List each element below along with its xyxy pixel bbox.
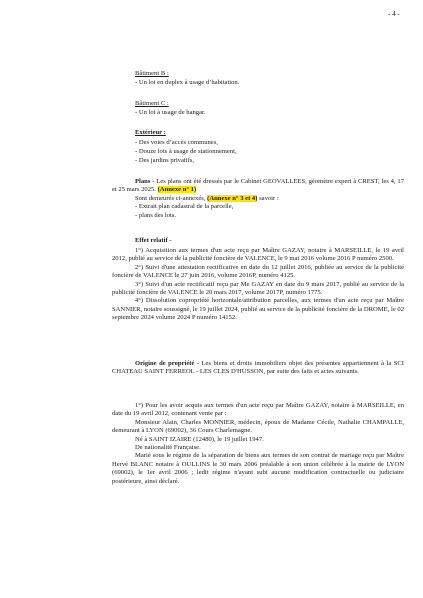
origine-details: [112, 402, 404, 486]
effet-relatif-paragraph: 2°) Suivi d'une attestation rectificative en date du 12 juillet 2016, publiée au service de la publicité foncière de VALENCE le 27 juin 2016, volume 2016P, numéro 4125.: [112, 263, 404, 280]
effet-relatif-paragraph: 1°) Acquisition aux termes d'un acte reçu par Maître GAZAY, notaire à MARSEILLE, le 19 avril 2012, publié au service de la publicité foncière de VALENCE, le 9 mai 2016 volume 2016 P numéro 2500.: [112, 247, 404, 263]
exterieur-heading: Extérieur :: [135, 129, 166, 136]
plans-section: [112, 178, 404, 220]
plans-item: - Extrait plan cadastral de la parcelle,: [135, 203, 234, 211]
effet-relatif-heading: Effet relatif -: [135, 237, 172, 244]
plans-text: - Les plans ont été dressés par le Cabinet GEOVALLEES, géomètre expert à CREST, les 4, 17 et 25 mars 2025.: [112, 178, 404, 194]
effet-relatif-paragraph: 4°) Dissolution copropriété horizontale/attribution parcelles, aux termes d'un acte reçu par Maître SANNIER, notaire soussigné, le 19 juillet 2024, publié au service de la publicité foncière de la DROME, le 02 septembre 2024 volume 2024 P numéro 14152.: [112, 297, 404, 322]
exterieur-item: - Douze lots à usage de stationnement,: [135, 148, 237, 155]
plans-item: - plans des lots.: [135, 211, 177, 219]
exterieur-item: - Des jardins privatifs,: [135, 157, 194, 164]
origine-paragraph: Monsieur Alain, Charles MONNIER, médecin, époux de Madame Cécile, Nathalie CHAMPALLE, demeurant à LYON (69002), 36 Cours Charlemagne.: [112, 418, 404, 435]
origine-paragraph: Marié sous le régime de la séparation de biens aux termes de son contrat de mariage reçu par Maître Hervé BLANC notaire à OULLINS le 30 mars 2006 préalable à son union célébrée à la mairie de LYON (69002), le 1er avril 2006 ; ledit régime n'ayant subi aucune modification contractuelle ou judiciaire postérieure, ainsi déclaré.: [112, 452, 404, 485]
effet-relatif-paragraph: 3°) Suivi d'un acte rectificatif reçu par Me GAZAY en date du 9 mars 2017, publié au service de la publicité foncière de VALENCE le 20 mars 2017, volume 2017P, numéro 1775.: [112, 280, 404, 297]
origine-label: Origine de propriété: [135, 360, 195, 367]
origine-text: - Les biens et droits immobiliers objet des présentes appartiennent à la SCI CHATEAU SAINT FERREOL - LES CLES D'HUSSON, par suite des faits et actes suivants.: [112, 360, 404, 376]
annex-3-4-highlight: (Annexe n° 3 et 4): [207, 194, 258, 202]
page-number: - 4 -: [388, 10, 400, 18]
origine-section: [112, 360, 404, 377]
origine-paragraph: Né à SAINT IZAIRE (12480), le 19 juillet 1947.: [135, 435, 264, 443]
batiment-c-item: - Un lot à usage de hangar.: [135, 109, 206, 116]
origine-paragraph: De nationalité Française.: [135, 444, 201, 452]
batiment-c-heading: Bâtiment C :: [135, 100, 169, 107]
plans-label: Plans: [135, 178, 151, 185]
origine-paragraph: 1°) Pour les avoir acquis aux termes d'un acte reçu par Maître GAZAY, notaire à MARSEILLE, en date du 19 avril 2012, contenant vente par :: [112, 402, 404, 418]
plans-savoir-text: savoir :: [257, 194, 279, 202]
batiment-b-item: - Un lot en duplex à usage d’habitation.: [135, 79, 240, 86]
annex-1-highlight: (Annexe n° 1): [157, 186, 197, 194]
exterieur-item: - Des voies d’accès communes,: [135, 139, 218, 146]
plans-annexed-text: Sont demeurés ci-annexés,: [135, 194, 208, 202]
batiment-b-heading: Bâtiment B :: [135, 70, 169, 77]
effet-relatif-section: [112, 247, 404, 323]
